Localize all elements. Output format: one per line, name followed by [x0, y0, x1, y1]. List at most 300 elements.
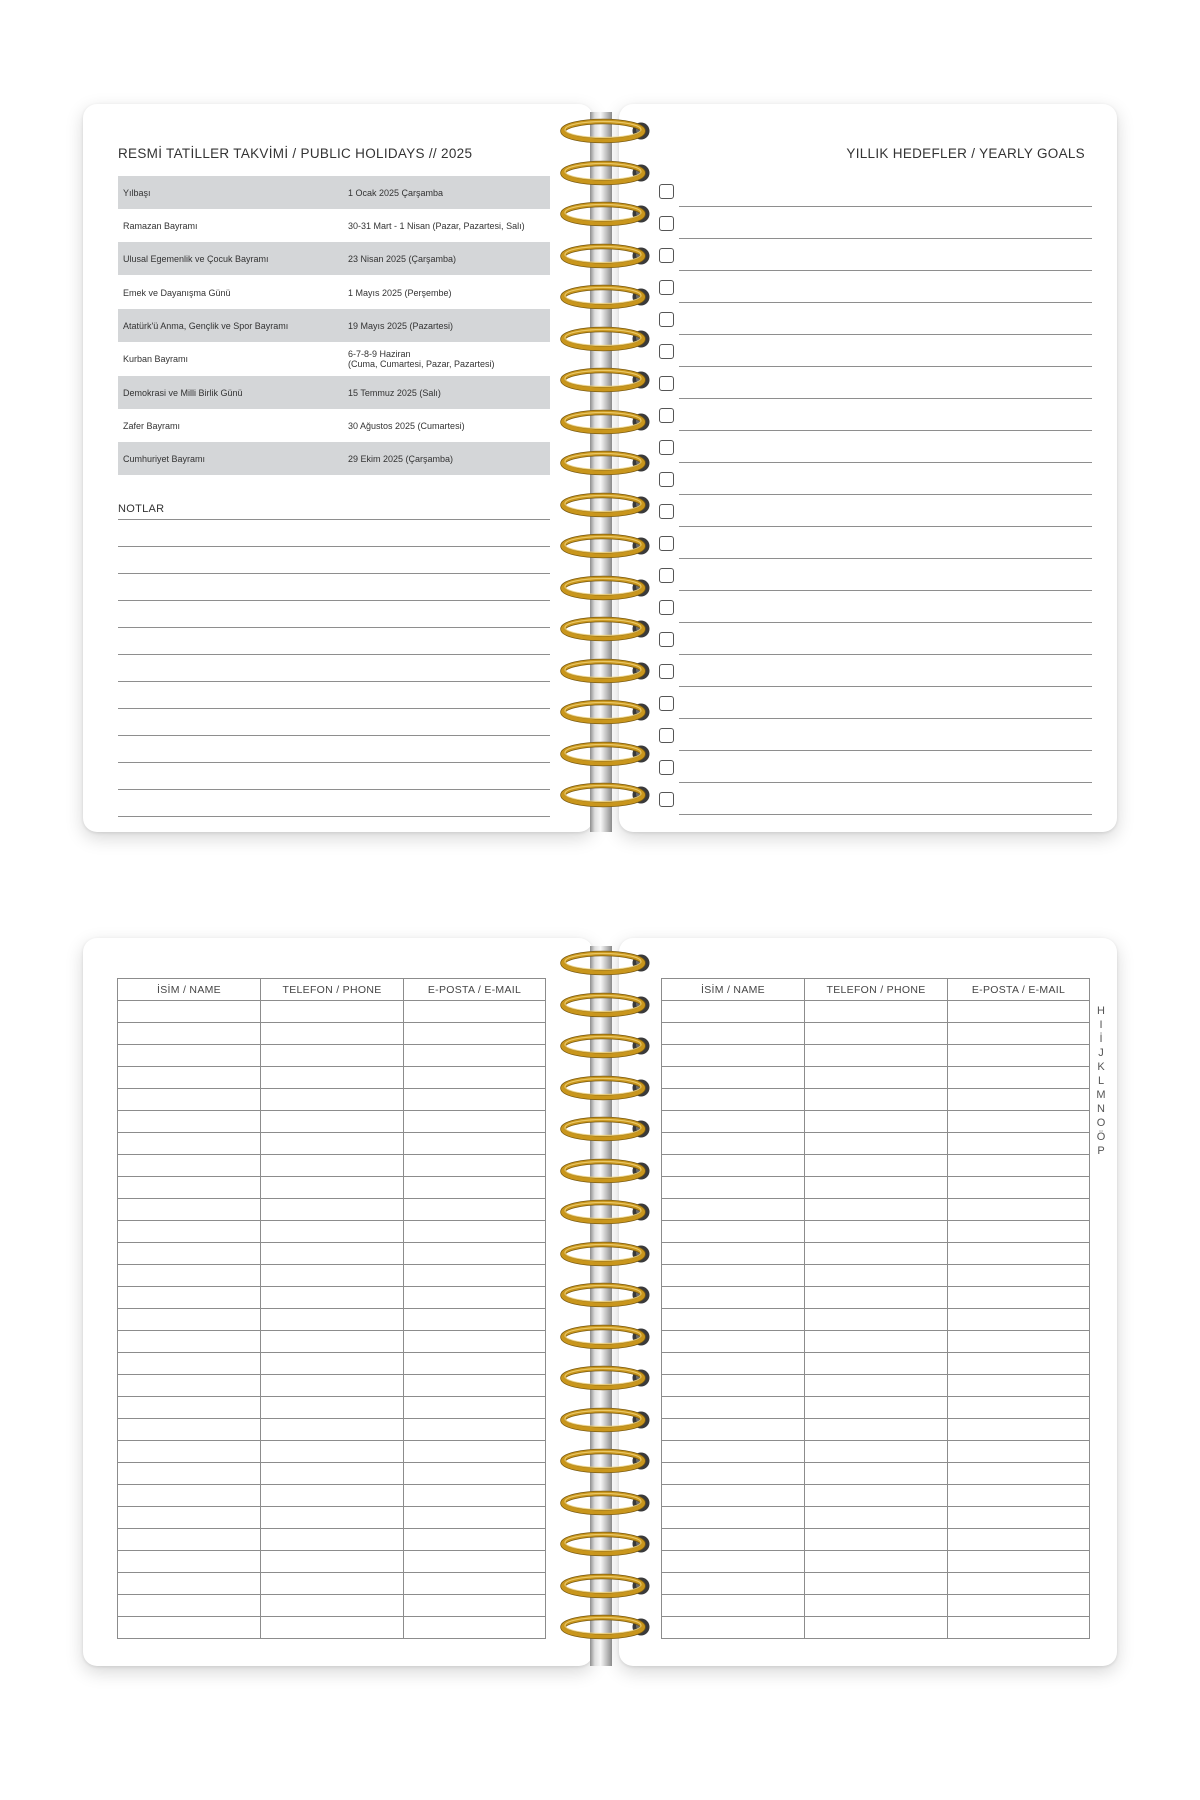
goal-checkbox[interactable] — [659, 376, 674, 391]
contact-name-cell[interactable] — [118, 1397, 261, 1419]
notes-line — [118, 735, 550, 736]
goal-line[interactable] — [679, 494, 1092, 495]
goal-checkbox[interactable] — [659, 312, 674, 327]
contact-row — [662, 1529, 1090, 1551]
spiral-ring — [559, 1241, 654, 1267]
contact-row — [118, 1023, 546, 1045]
contact-name-cell[interactable] — [662, 1595, 805, 1617]
contact-phone-cell[interactable] — [261, 1441, 404, 1463]
spiral-ring — [559, 699, 654, 725]
holiday-name: Emek ve Dayanışma Günü — [123, 287, 231, 298]
contact-email-cell[interactable] — [948, 1001, 1090, 1023]
goal-line[interactable] — [679, 814, 1092, 815]
contact-phone-cell[interactable] — [805, 1045, 948, 1067]
contact-phone-cell[interactable] — [261, 1397, 404, 1419]
spiral-ring — [559, 1324, 654, 1350]
alphabet-index-tab[interactable] — [1094, 1004, 1108, 1158]
contact-email-cell[interactable] — [404, 1397, 546, 1419]
contact-email-cell[interactable] — [948, 1595, 1090, 1617]
contact-email-cell[interactable] — [948, 1375, 1090, 1397]
contact-name-cell[interactable] — [118, 1199, 261, 1221]
contact-name-cell[interactable] — [118, 1155, 261, 1177]
contact-email-cell[interactable] — [404, 1595, 546, 1617]
contact-name-cell[interactable] — [662, 1485, 805, 1507]
spiral-ring — [559, 1448, 654, 1474]
contact-phone-cell[interactable] — [261, 1573, 404, 1595]
contact-phone-cell[interactable] — [805, 1441, 948, 1463]
contact-email-cell[interactable] — [948, 1111, 1090, 1133]
contact-email-cell[interactable] — [404, 1265, 546, 1287]
contact-email-cell[interactable] — [404, 1177, 546, 1199]
contact-email-cell[interactable] — [948, 1331, 1090, 1353]
contact-name-cell[interactable] — [662, 1441, 805, 1463]
contact-row — [118, 1441, 546, 1463]
contact-phone-cell[interactable] — [261, 1155, 404, 1177]
holiday-name: Kurban Bayramı — [123, 353, 189, 364]
contact-phone-cell[interactable] — [261, 1067, 404, 1089]
contact-email-cell[interactable] — [404, 1199, 546, 1221]
goal-checkbox[interactable] — [659, 632, 674, 647]
contact-phone-cell[interactable] — [805, 1617, 948, 1639]
contact-name-cell[interactable] — [662, 1573, 805, 1595]
contact-phone-cell[interactable] — [805, 1221, 948, 1243]
index-letter[interactable]: I — [1099, 1019, 1103, 1031]
contact-email-cell[interactable] — [404, 1287, 546, 1309]
contact-name-cell[interactable] — [662, 1507, 805, 1529]
contact-phone-cell[interactable] — [805, 1265, 948, 1287]
contact-phone-cell[interactable] — [805, 1111, 948, 1133]
contact-name-cell[interactable] — [662, 1221, 805, 1243]
contact-name-cell[interactable] — [118, 1133, 261, 1155]
goal-checkbox[interactable] — [659, 248, 674, 263]
notes-line — [118, 573, 550, 574]
contact-email-cell[interactable] — [948, 1529, 1090, 1551]
goal-line[interactable] — [679, 270, 1092, 271]
contact-name-cell[interactable] — [118, 1595, 261, 1617]
goal-checkbox[interactable] — [659, 728, 674, 743]
notes-line — [118, 762, 550, 763]
contact-email-cell[interactable] — [948, 1133, 1090, 1155]
contact-phone-cell[interactable] — [261, 1177, 404, 1199]
contact-phone-cell[interactable] — [261, 1023, 404, 1045]
contact-phone-cell[interactable] — [261, 1089, 404, 1111]
contact-email-cell[interactable] — [404, 1507, 546, 1529]
goal-checkbox[interactable] — [659, 472, 674, 487]
holiday-date: 30-31 Mart - 1 Nisan (Pazar, Pazartesi, Salı) — [348, 220, 525, 231]
holiday-row — [118, 176, 550, 209]
contact-email-cell[interactable] — [948, 1573, 1090, 1595]
contact-phone-cell[interactable] — [805, 1243, 948, 1265]
contact-name-cell[interactable] — [118, 1551, 261, 1573]
contacts-table-right — [661, 978, 1090, 1639]
goal-line[interactable] — [679, 558, 1092, 559]
contact-phone-cell[interactable] — [261, 1529, 404, 1551]
goal-line[interactable] — [679, 238, 1092, 239]
header-name: İSİM / NAME — [662, 979, 805, 1001]
goal-checkbox[interactable] — [659, 344, 674, 359]
contact-name-cell[interactable] — [662, 1287, 805, 1309]
contact-phone-cell[interactable] — [805, 1595, 948, 1617]
contact-name-cell[interactable] — [118, 1331, 261, 1353]
contact-email-cell[interactable] — [948, 1397, 1090, 1419]
goal-line[interactable] — [679, 302, 1092, 303]
notes-line — [118, 681, 550, 682]
contact-row — [662, 1001, 1090, 1023]
holiday-row — [118, 442, 550, 475]
contact-email-cell[interactable] — [948, 1155, 1090, 1177]
contact-name-cell[interactable] — [118, 1177, 261, 1199]
contact-name-cell[interactable] — [662, 1177, 805, 1199]
holiday-date: 6-7-8-9 Haziran (Cuma, Cumartesi, Pazar, Pazartesi) — [348, 348, 495, 369]
index-letter[interactable]: P — [1097, 1145, 1105, 1157]
contact-email-cell[interactable] — [404, 1331, 546, 1353]
contact-name-cell[interactable] — [662, 1617, 805, 1639]
contact-phone-cell[interactable] — [261, 1463, 404, 1485]
spiral-ring — [559, 1531, 654, 1557]
contact-email-cell[interactable] — [404, 1375, 546, 1397]
contact-row — [118, 1045, 546, 1067]
spiral-ring — [559, 284, 654, 310]
spiral-ring — [559, 409, 654, 435]
contact-phone-cell[interactable] — [261, 1265, 404, 1287]
contact-phone-cell[interactable] — [805, 1177, 948, 1199]
contact-email-cell[interactable] — [404, 1463, 546, 1485]
contact-email-cell[interactable] — [404, 1573, 546, 1595]
contact-phone-cell[interactable] — [805, 1551, 948, 1573]
contact-phone-cell[interactable] — [805, 1089, 948, 1111]
index-letter[interactable]: L — [1097, 1075, 1105, 1087]
contact-name-cell[interactable] — [662, 1331, 805, 1353]
contact-email-cell[interactable] — [404, 1485, 546, 1507]
contact-name-cell[interactable] — [662, 1155, 805, 1177]
contact-email-cell[interactable] — [948, 1221, 1090, 1243]
contact-email-cell[interactable] — [948, 1441, 1090, 1463]
contact-phone-cell[interactable] — [261, 1287, 404, 1309]
contact-phone-cell[interactable] — [805, 1375, 948, 1397]
goal-line[interactable] — [679, 366, 1092, 367]
contact-name-cell[interactable] — [118, 1441, 261, 1463]
contact-email-cell[interactable] — [948, 1067, 1090, 1089]
holiday-name: Ramazan Bayramı — [123, 220, 198, 231]
contact-name-cell[interactable] — [118, 1309, 261, 1331]
contact-phone-cell[interactable] — [261, 1243, 404, 1265]
goal-line[interactable] — [679, 206, 1092, 207]
goal-line[interactable] — [679, 398, 1092, 399]
contact-email-cell[interactable] — [948, 1617, 1090, 1639]
contact-row — [662, 1507, 1090, 1529]
index-letter[interactable]: K — [1097, 1061, 1105, 1073]
goal-checkbox[interactable] — [659, 792, 674, 807]
goal-checkbox[interactable] — [659, 568, 674, 583]
spiral-ring — [559, 367, 654, 393]
contact-email-cell[interactable] — [404, 1155, 546, 1177]
holiday-date: 19 Mayıs 2025 (Pazartesi) — [348, 320, 454, 331]
contact-email-cell[interactable] — [948, 1243, 1090, 1265]
holiday-date: 23 Nisan 2025 (Çarşamba) — [348, 253, 457, 264]
contact-name-cell[interactable] — [662, 1419, 805, 1441]
goal-checkbox[interactable] — [659, 664, 674, 679]
contact-phone-cell[interactable] — [805, 1199, 948, 1221]
contact-row — [118, 1551, 546, 1573]
contact-email-cell[interactable] — [948, 1045, 1090, 1067]
contact-phone-cell[interactable] — [805, 1419, 948, 1441]
goal-checkbox[interactable] — [659, 536, 674, 551]
contact-name-cell[interactable] — [662, 1551, 805, 1573]
contact-email-cell[interactable] — [948, 1485, 1090, 1507]
contact-phone-cell[interactable] — [261, 1419, 404, 1441]
contact-email-cell[interactable] — [948, 1265, 1090, 1287]
goal-line[interactable] — [679, 654, 1092, 655]
index-letter[interactable]: J — [1098, 1047, 1104, 1059]
contact-name-cell[interactable] — [662, 1353, 805, 1375]
contact-phone-cell[interactable] — [805, 1573, 948, 1595]
contact-name-cell[interactable] — [662, 1045, 805, 1067]
contact-phone-cell[interactable] — [261, 1309, 404, 1331]
goal-line[interactable] — [679, 526, 1092, 527]
contact-name-cell[interactable] — [662, 1243, 805, 1265]
contact-row — [118, 1419, 546, 1441]
contact-phone-cell[interactable] — [805, 1023, 948, 1045]
contact-phone-cell[interactable] — [261, 1133, 404, 1155]
goal-checkbox[interactable] — [659, 216, 674, 231]
contact-email-cell[interactable] — [404, 1243, 546, 1265]
spiral-ring — [559, 1407, 654, 1433]
contact-row — [118, 1001, 546, 1023]
notes-line — [118, 546, 550, 547]
contact-email-cell[interactable] — [404, 1111, 546, 1133]
contact-phone-cell[interactable] — [805, 1067, 948, 1089]
contact-name-cell[interactable] — [118, 1265, 261, 1287]
contact-phone-cell[interactable] — [261, 1485, 404, 1507]
contact-phone-cell[interactable] — [261, 1045, 404, 1067]
contact-phone-cell[interactable] — [805, 1001, 948, 1023]
goal-line[interactable] — [679, 462, 1092, 463]
contact-row — [662, 1243, 1090, 1265]
index-letter[interactable]: İ — [1099, 1033, 1103, 1045]
goal-line[interactable] — [679, 622, 1092, 623]
contact-name-cell[interactable] — [662, 1397, 805, 1419]
contact-phone-cell[interactable] — [805, 1397, 948, 1419]
contact-row — [118, 1265, 546, 1287]
spiral-ring — [559, 950, 654, 976]
notes-line — [118, 789, 550, 790]
spiral-ring — [559, 782, 654, 808]
contact-email-cell[interactable] — [948, 1551, 1090, 1573]
contact-email-cell[interactable] — [948, 1463, 1090, 1485]
contact-name-cell[interactable] — [662, 1309, 805, 1331]
contact-name-cell[interactable] — [118, 1221, 261, 1243]
holiday-row — [118, 242, 550, 275]
goal-line[interactable] — [679, 590, 1092, 591]
contact-email-cell[interactable] — [404, 1353, 546, 1375]
contact-phone-cell[interactable] — [261, 1111, 404, 1133]
contact-name-cell[interactable] — [118, 1617, 261, 1639]
contact-phone-cell[interactable] — [805, 1529, 948, 1551]
contact-row — [662, 1573, 1090, 1595]
contact-phone-cell[interactable] — [261, 1595, 404, 1617]
contact-phone-cell[interactable] — [261, 1551, 404, 1573]
index-letter[interactable]: M — [1096, 1089, 1106, 1101]
contact-name-cell[interactable] — [662, 1111, 805, 1133]
contact-name-cell[interactable] — [118, 1001, 261, 1023]
contact-phone-cell[interactable] — [805, 1485, 948, 1507]
spiral-ring — [559, 1199, 654, 1225]
contact-name-cell[interactable] — [118, 1067, 261, 1089]
goal-line[interactable] — [679, 750, 1092, 751]
contact-phone-cell[interactable] — [261, 1617, 404, 1639]
goal-checkbox[interactable] — [659, 600, 674, 615]
contact-row — [662, 1551, 1090, 1573]
contact-phone-cell[interactable] — [261, 1001, 404, 1023]
contact-name-cell[interactable] — [662, 1463, 805, 1485]
contact-email-cell[interactable] — [948, 1177, 1090, 1199]
spiral-ring — [559, 575, 654, 601]
index-letter[interactable]: N — [1097, 1103, 1105, 1115]
contact-email-cell[interactable] — [404, 1067, 546, 1089]
contact-phone-cell[interactable] — [261, 1221, 404, 1243]
contact-row — [662, 1595, 1090, 1617]
holidays-title: RESMİ TATİLLER TAKVİMİ / PUBLIC HOLIDAYS // 2025 — [118, 146, 473, 161]
contact-name-cell[interactable] — [662, 1133, 805, 1155]
spiral-ring — [559, 1116, 654, 1142]
contact-name-cell[interactable] — [118, 1463, 261, 1485]
goal-line[interactable] — [679, 430, 1092, 431]
contact-name-cell[interactable] — [662, 1529, 805, 1551]
contact-row — [662, 1067, 1090, 1089]
contact-name-cell[interactable] — [662, 1023, 805, 1045]
goal-checkbox[interactable] — [659, 440, 674, 455]
contact-row — [118, 1375, 546, 1397]
contact-phone-cell[interactable] — [805, 1287, 948, 1309]
contact-row — [662, 1265, 1090, 1287]
contact-name-cell[interactable] — [118, 1023, 261, 1045]
contact-row — [662, 1485, 1090, 1507]
contact-name-cell[interactable] — [118, 1089, 261, 1111]
contact-name-cell[interactable] — [662, 1375, 805, 1397]
contact-email-cell[interactable] — [404, 1089, 546, 1111]
goal-checkbox[interactable] — [659, 408, 674, 423]
contact-email-cell[interactable] — [404, 1551, 546, 1573]
contact-name-cell[interactable] — [118, 1507, 261, 1529]
contact-email-cell[interactable] — [404, 1309, 546, 1331]
contact-name-cell[interactable] — [118, 1353, 261, 1375]
contact-name-cell[interactable] — [118, 1287, 261, 1309]
contact-phone-cell[interactable] — [261, 1353, 404, 1375]
contact-name-cell[interactable] — [662, 1199, 805, 1221]
goal-line[interactable] — [679, 334, 1092, 335]
contact-name-cell[interactable] — [662, 1089, 805, 1111]
contact-phone-cell[interactable] — [261, 1331, 404, 1353]
holiday-row — [118, 342, 550, 375]
contact-name-cell[interactable] — [118, 1045, 261, 1067]
contact-row — [662, 1111, 1090, 1133]
spiral-ring — [559, 616, 654, 642]
contact-email-cell[interactable] — [404, 1419, 546, 1441]
contact-phone-cell[interactable] — [261, 1199, 404, 1221]
contact-name-cell[interactable] — [118, 1419, 261, 1441]
contact-email-cell[interactable] — [948, 1507, 1090, 1529]
contact-row — [662, 1463, 1090, 1485]
spiral-ring — [559, 201, 654, 227]
spiral-ring — [559, 1158, 654, 1184]
index-letter[interactable]: O — [1096, 1117, 1106, 1129]
contact-email-cell[interactable] — [948, 1287, 1090, 1309]
contact-row — [118, 1287, 546, 1309]
contact-email-cell[interactable] — [948, 1089, 1090, 1111]
goal-line[interactable] — [679, 782, 1092, 783]
contact-row — [662, 1419, 1090, 1441]
header-name: İSİM / NAME — [118, 979, 261, 1001]
index-letter[interactable]: Ö — [1096, 1131, 1106, 1143]
contact-row — [662, 1199, 1090, 1221]
goal-checkbox[interactable] — [659, 504, 674, 519]
header-phone: TELEFON / PHONE — [805, 979, 948, 1001]
contact-phone-cell[interactable] — [261, 1507, 404, 1529]
contact-row — [118, 1155, 546, 1177]
contact-row — [662, 1023, 1090, 1045]
contact-name-cell[interactable] — [662, 1265, 805, 1287]
holiday-date: 1 Ocak 2025 Çarşamba — [348, 187, 444, 198]
goal-checkbox[interactable] — [659, 760, 674, 775]
contact-phone-cell[interactable] — [805, 1331, 948, 1353]
contact-email-cell[interactable] — [404, 1023, 546, 1045]
spiral-ring — [559, 118, 654, 144]
contact-email-cell[interactable] — [404, 1045, 546, 1067]
contact-name-cell[interactable] — [118, 1573, 261, 1595]
goal-checkbox[interactable] — [659, 280, 674, 295]
contact-email-cell[interactable] — [948, 1023, 1090, 1045]
contact-phone-cell[interactable] — [805, 1133, 948, 1155]
contact-email-cell[interactable] — [948, 1419, 1090, 1441]
contact-email-cell[interactable] — [404, 1133, 546, 1155]
contact-email-cell[interactable] — [404, 1221, 546, 1243]
contact-name-cell[interactable] — [662, 1001, 805, 1023]
index-letter[interactable]: H — [1097, 1005, 1105, 1017]
contact-phone-cell[interactable] — [261, 1375, 404, 1397]
contact-phone-cell[interactable] — [805, 1309, 948, 1331]
contact-name-cell[interactable] — [118, 1485, 261, 1507]
spiral-ring — [559, 741, 654, 767]
contact-name-cell[interactable] — [118, 1375, 261, 1397]
holiday-row — [118, 209, 550, 242]
contact-email-cell[interactable] — [404, 1441, 546, 1463]
goal-checkbox[interactable] — [659, 696, 674, 711]
contact-email-cell[interactable] — [948, 1309, 1090, 1331]
contact-name-cell[interactable] — [118, 1243, 261, 1265]
contact-email-cell[interactable] — [404, 1617, 546, 1639]
contact-phone-cell[interactable] — [805, 1353, 948, 1375]
contact-name-cell[interactable] — [662, 1067, 805, 1089]
contact-phone-cell[interactable] — [805, 1507, 948, 1529]
goal-checkbox[interactable] — [659, 184, 674, 199]
goal-line[interactable] — [679, 686, 1092, 687]
contact-phone-cell[interactable] — [805, 1463, 948, 1485]
contact-email-cell[interactable] — [404, 1001, 546, 1023]
contact-email-cell[interactable] — [948, 1199, 1090, 1221]
contact-row — [118, 1595, 546, 1617]
contact-name-cell[interactable] — [118, 1111, 261, 1133]
contact-name-cell[interactable] — [118, 1529, 261, 1551]
goal-line[interactable] — [679, 718, 1092, 719]
contact-email-cell[interactable] — [404, 1529, 546, 1551]
contact-row — [118, 1133, 546, 1155]
contact-row — [662, 1155, 1090, 1177]
contact-row — [118, 1507, 546, 1529]
notes-line — [118, 627, 550, 628]
goals-title: YILLIK HEDEFLER / YEARLY GOALS — [846, 146, 1085, 161]
contact-phone-cell[interactable] — [805, 1155, 948, 1177]
contact-email-cell[interactable] — [948, 1353, 1090, 1375]
